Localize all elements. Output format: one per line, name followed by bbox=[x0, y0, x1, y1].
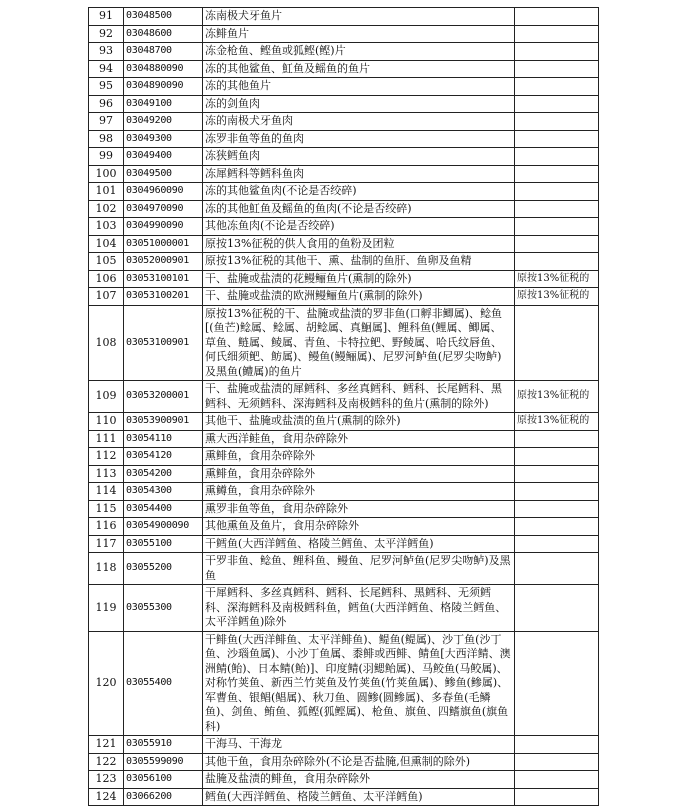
hs-code-cell: 03053100101 bbox=[124, 270, 203, 288]
description-cell: 其他干、盐腌或盐渍的鱼片(熏制的除外) bbox=[203, 413, 515, 431]
description-cell: 熏鲱鱼，食用杂碎除外 bbox=[203, 465, 515, 483]
note-cell bbox=[515, 518, 599, 536]
hs-code-cell: 03054120 bbox=[124, 448, 203, 466]
table-row bbox=[89, 413, 599, 431]
row-number-cell: 109 bbox=[89, 381, 124, 413]
table-row bbox=[89, 165, 599, 183]
description-cell: 干犀鳕科、多丝真鳕科、鳕科、长尾鳕科、黑鳕科、无须鳕科、深海鳕科及南极鳕科鱼，鳕鱼(大西洋鳕鱼、格陵兰鳕鱼、太平洋鳕鱼)除外 bbox=[203, 585, 515, 632]
table-row bbox=[89, 25, 599, 43]
note-cell bbox=[515, 535, 599, 553]
row-number-cell: 108 bbox=[89, 305, 124, 381]
hs-code-cell: 03055400 bbox=[124, 631, 203, 736]
table-row bbox=[89, 8, 599, 26]
table-row bbox=[89, 130, 599, 148]
description-cell: 干鲱鱼(大西洋鲱鱼、太平洋鲱鱼)、鳀鱼(鳀属)、沙丁鱼(沙丁鱼、沙瑙鱼属)、小沙丁鱼属、黍鲱或西鲱、鲭鱼[大西洋鲭、澳洲鲭(鲐)、日本鲭(鲐)]、印度鲭(羽鳃鲐属)、马鲛鱼(马鲛属)、对称竹荚鱼、新西兰竹荚鱼及竹荚鱼(竹荚鱼属)、鲹鱼(鲹属)、军曹鱼、银鲳(鲳属)、秋刀鱼、圆鲹(圆鲹属)、多春鱼(毛鳞鱼)、剑鱼、鲔鱼、狐鲣(狐鲣属)、枪鱼、旗鱼、四鳍旗鱼(旗鱼科) bbox=[203, 631, 515, 736]
table-row bbox=[89, 60, 599, 78]
note-cell bbox=[515, 113, 599, 131]
hs-code-cell: 03055200 bbox=[124, 553, 203, 585]
note-cell bbox=[515, 130, 599, 148]
description-cell: 原按13%征税的供人食用的鱼粉及团粒 bbox=[203, 235, 515, 253]
row-number-cell: 121 bbox=[89, 736, 124, 754]
description-cell: 其他冻鱼肉(不论是否绞碎) bbox=[203, 218, 515, 236]
row-number-cell: 106 bbox=[89, 270, 124, 288]
row-number-cell: 97 bbox=[89, 113, 124, 131]
note-cell bbox=[515, 8, 599, 26]
description-cell: 冻罗非鱼等鱼的鱼肉 bbox=[203, 130, 515, 148]
table-row bbox=[89, 788, 599, 806]
row-number-cell: 91 bbox=[89, 8, 124, 26]
note-cell bbox=[515, 305, 599, 381]
description-cell: 冻犀鳕科等鳕科鱼肉 bbox=[203, 165, 515, 183]
hs-code-cell: 03054300 bbox=[124, 483, 203, 501]
row-number-cell: 96 bbox=[89, 95, 124, 113]
table-row bbox=[89, 235, 599, 253]
description-cell: 冻鲱鱼片 bbox=[203, 25, 515, 43]
description-cell: 干、盐腌或盐渍的花鳗鲡鱼片(熏制的除外) bbox=[203, 270, 515, 288]
note-cell bbox=[515, 218, 599, 236]
note-cell bbox=[515, 430, 599, 448]
table-row bbox=[89, 430, 599, 448]
table-row bbox=[89, 253, 599, 271]
hs-code-cell: 03053900901 bbox=[124, 413, 203, 431]
note-cell bbox=[515, 448, 599, 466]
description-cell: 冻的南极犬牙鱼肉 bbox=[203, 113, 515, 131]
table-row bbox=[89, 288, 599, 306]
note-cell bbox=[515, 736, 599, 754]
table-row bbox=[89, 218, 599, 236]
hs-code-cell: 0304890090 bbox=[124, 78, 203, 96]
hs-code-cell: 03048600 bbox=[124, 25, 203, 43]
note-cell: 原按13%征税的 bbox=[515, 381, 599, 413]
hs-code-cell: 03054900090 bbox=[124, 518, 203, 536]
row-number-cell: 95 bbox=[89, 78, 124, 96]
row-number-cell: 103 bbox=[89, 218, 124, 236]
description-cell: 冻的其他鲨鱼肉(不论是否绞碎) bbox=[203, 183, 515, 201]
note-cell bbox=[515, 165, 599, 183]
table-row bbox=[89, 78, 599, 96]
hs-code-cell: 03053200001 bbox=[124, 381, 203, 413]
note-cell: 原按13%征税的 bbox=[515, 270, 599, 288]
row-number-cell: 101 bbox=[89, 183, 124, 201]
table-row bbox=[89, 183, 599, 201]
hs-code-cell: 03056100 bbox=[124, 771, 203, 789]
hs-code-cell: 03049100 bbox=[124, 95, 203, 113]
hs-code-cell: 03049400 bbox=[124, 148, 203, 166]
table-row bbox=[89, 535, 599, 553]
row-number-cell: 99 bbox=[89, 148, 124, 166]
description-cell: 熏鳟鱼，食用杂碎除外 bbox=[203, 483, 515, 501]
note-cell bbox=[515, 25, 599, 43]
hs-code-cell: 03055910 bbox=[124, 736, 203, 754]
description-cell: 其他熏鱼及鱼片，食用杂碎除外 bbox=[203, 518, 515, 536]
note-cell bbox=[515, 553, 599, 585]
note-cell bbox=[515, 253, 599, 271]
row-number-cell: 119 bbox=[89, 585, 124, 632]
table-row bbox=[89, 585, 599, 632]
row-number-cell: 102 bbox=[89, 200, 124, 218]
description-cell: 其他干鱼，食用杂碎除外(不论是否盐腌,但熏制的除外) bbox=[203, 753, 515, 771]
hs-code-cell: 0304960090 bbox=[124, 183, 203, 201]
note-cell bbox=[515, 500, 599, 518]
table-row bbox=[89, 113, 599, 131]
row-number-cell: 111 bbox=[89, 430, 124, 448]
description-cell: 冻金枪鱼、鲣鱼或狐鲣(鲣)片 bbox=[203, 43, 515, 61]
note-cell bbox=[515, 183, 599, 201]
note-cell bbox=[515, 60, 599, 78]
note-cell bbox=[515, 78, 599, 96]
description-cell: 冻的其他鲨鱼、魟鱼及鳐鱼的鱼片 bbox=[203, 60, 515, 78]
note-cell bbox=[515, 631, 599, 736]
hs-code-cell: 0304970090 bbox=[124, 200, 203, 218]
hs-code-cell: 03054110 bbox=[124, 430, 203, 448]
row-number-cell: 117 bbox=[89, 535, 124, 553]
table-row bbox=[89, 753, 599, 771]
row-number-cell: 124 bbox=[89, 788, 124, 806]
row-number-cell: 122 bbox=[89, 753, 124, 771]
hs-code-cell: 03048700 bbox=[124, 43, 203, 61]
table-row bbox=[89, 500, 599, 518]
row-number-cell: 100 bbox=[89, 165, 124, 183]
hs-code-cell: 03048500 bbox=[124, 8, 203, 26]
row-number-cell: 115 bbox=[89, 500, 124, 518]
description-cell: 原按13%征税的干、盐腌或盐渍的罗非鱼(口孵非鲫属)、鲶鱼[(鱼芒)鲶属、鲶属、胡鲶属、真鮰属]、鲤科鱼(鲤属、鲫属、草鱼、鲢属、鲮属、青鱼、卡特拉鲃、野鲮属、哈氏纹唇鱼、何氏细须鲃、鲂属)、鳗鱼(鳗鲡属)、尼罗河鲈鱼(尼罗尖吻鲈)及黑鱼(鳢属)的鱼片 bbox=[203, 305, 515, 381]
hs-code-cell: 03049200 bbox=[124, 113, 203, 131]
table-row bbox=[89, 518, 599, 536]
row-number-cell: 120 bbox=[89, 631, 124, 736]
row-number-cell: 112 bbox=[89, 448, 124, 466]
table-row bbox=[89, 305, 599, 381]
description-cell: 干鳕鱼(大西洋鳕鱼、格陵兰鳕鱼、太平洋鳕鱼) bbox=[203, 535, 515, 553]
note-cell bbox=[515, 200, 599, 218]
description-cell: 干、盐腌或盐渍的欧洲鳗鲡鱼片(熏制的除外) bbox=[203, 288, 515, 306]
row-number-cell: 93 bbox=[89, 43, 124, 61]
hs-code-cell: 0304990090 bbox=[124, 218, 203, 236]
row-number-cell: 118 bbox=[89, 553, 124, 585]
table-row bbox=[89, 465, 599, 483]
description-cell: 冻的剑鱼肉 bbox=[203, 95, 515, 113]
hs-code-cell: 03049500 bbox=[124, 165, 203, 183]
row-number-cell: 110 bbox=[89, 413, 124, 431]
table-row bbox=[89, 483, 599, 501]
description-cell: 干罗非鱼、鲶鱼、鲤科鱼、鳗鱼、尼罗河鲈鱼(尼罗尖吻鲈)及黑鱼 bbox=[203, 553, 515, 585]
table-row bbox=[89, 43, 599, 61]
description-cell: 冻的其他魟鱼及鳐鱼的鱼肉(不论是否绞碎) bbox=[203, 200, 515, 218]
table-row bbox=[89, 381, 599, 413]
table-row bbox=[89, 448, 599, 466]
description-cell: 冻狭鳕鱼肉 bbox=[203, 148, 515, 166]
note-cell bbox=[515, 483, 599, 501]
table-row bbox=[89, 200, 599, 218]
hs-code-cell: 03055100 bbox=[124, 535, 203, 553]
table-row bbox=[89, 736, 599, 754]
note-cell bbox=[515, 753, 599, 771]
hs-code-cell: 0305599090 bbox=[124, 753, 203, 771]
table-row bbox=[89, 148, 599, 166]
note-cell bbox=[515, 788, 599, 806]
description-cell: 干、盐腌或盐渍的犀鳕科、多丝真鳕科、鳕科、长尾鳕科、黑鳕科、无须鳕科、深海鳕科及南极鳕科的鱼片(熏制的除外) bbox=[203, 381, 515, 413]
row-number-cell: 113 bbox=[89, 465, 124, 483]
hs-code-cell: 03055300 bbox=[124, 585, 203, 632]
hs-code-cell: 03051000001 bbox=[124, 235, 203, 253]
hs-code-cell: 03054400 bbox=[124, 500, 203, 518]
note-cell bbox=[515, 43, 599, 61]
hs-code-cell: 03053100901 bbox=[124, 305, 203, 381]
description-cell: 冻南极犬牙鱼片 bbox=[203, 8, 515, 26]
description-cell: 熏罗非鱼等鱼，食用杂碎除外 bbox=[203, 500, 515, 518]
row-number-cell: 105 bbox=[89, 253, 124, 271]
table-row bbox=[89, 553, 599, 585]
row-number-cell: 107 bbox=[89, 288, 124, 306]
description-cell: 熏大西洋鲑鱼，食用杂碎除外 bbox=[203, 430, 515, 448]
row-number-cell: 123 bbox=[89, 771, 124, 789]
product-table bbox=[88, 7, 599, 806]
description-cell: 鳕鱼(大西洋鳕鱼、格陵兰鳕鱼、太平洋鳕鱼) bbox=[203, 788, 515, 806]
description-cell: 原按13%征税的其他干、熏、盐制的鱼肝、鱼卵及鱼精 bbox=[203, 253, 515, 271]
row-number-cell: 114 bbox=[89, 483, 124, 501]
hs-code-cell: 03066200 bbox=[124, 788, 203, 806]
hs-code-cell: 03053100201 bbox=[124, 288, 203, 306]
note-cell bbox=[515, 465, 599, 483]
table-row bbox=[89, 771, 599, 789]
note-cell bbox=[515, 235, 599, 253]
row-number-cell: 94 bbox=[89, 60, 124, 78]
description-cell: 熏鲱鱼，食用杂碎除外 bbox=[203, 448, 515, 466]
row-number-cell: 92 bbox=[89, 25, 124, 43]
row-number-cell: 98 bbox=[89, 130, 124, 148]
note-cell: 原按13%征税的 bbox=[515, 288, 599, 306]
table-row bbox=[89, 95, 599, 113]
row-number-cell: 116 bbox=[89, 518, 124, 536]
table-row bbox=[89, 631, 599, 736]
note-cell: 原按13%征税的 bbox=[515, 413, 599, 431]
table-row bbox=[89, 270, 599, 288]
hs-code-cell: 03054200 bbox=[124, 465, 203, 483]
description-cell: 干海马、干海龙 bbox=[203, 736, 515, 754]
description-cell: 冻的其他鱼片 bbox=[203, 78, 515, 96]
row-number-cell: 104 bbox=[89, 235, 124, 253]
hs-code-cell: 0304880090 bbox=[124, 60, 203, 78]
description-cell: 盐腌及盐渍的鲱鱼，食用杂碎除外 bbox=[203, 771, 515, 789]
note-cell bbox=[515, 585, 599, 632]
note-cell bbox=[515, 148, 599, 166]
table-body bbox=[89, 8, 599, 806]
hs-code-cell: 03049300 bbox=[124, 130, 203, 148]
note-cell bbox=[515, 95, 599, 113]
note-cell bbox=[515, 771, 599, 789]
hs-code-cell: 03052000901 bbox=[124, 253, 203, 271]
